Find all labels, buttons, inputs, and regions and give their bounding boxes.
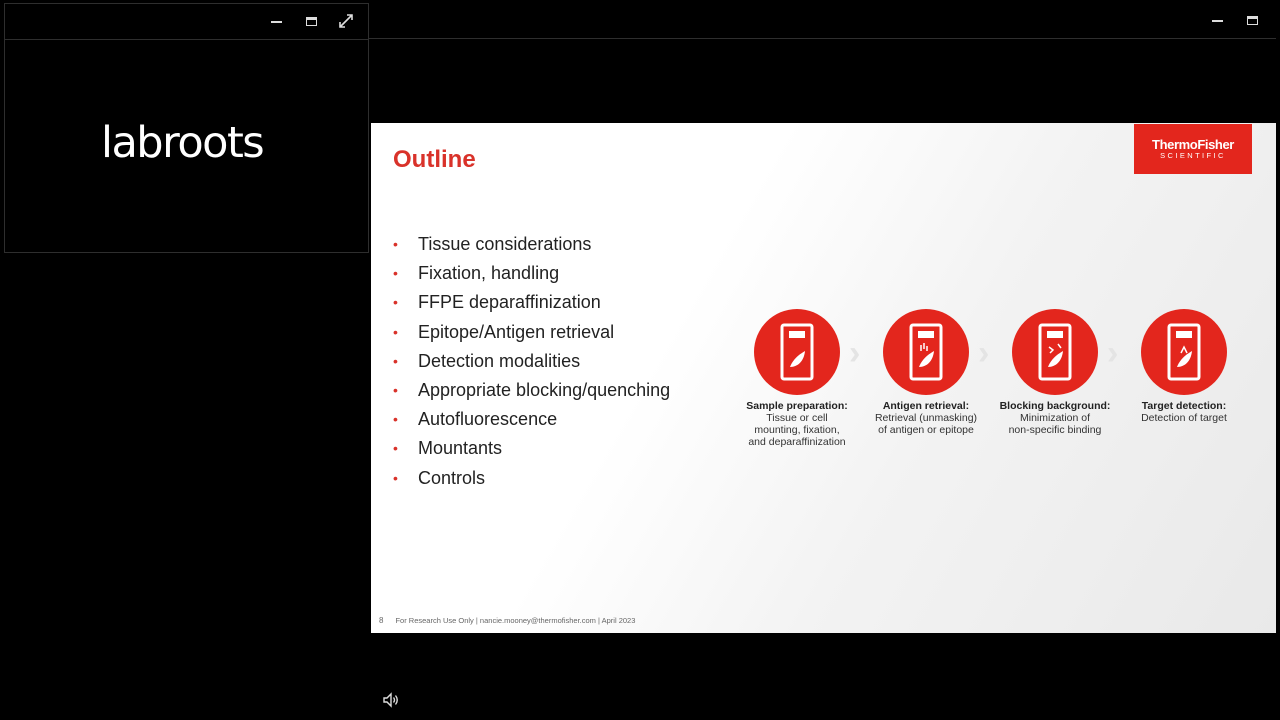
chevron-right-icon: › [978, 334, 990, 372]
bullet-icon: • [393, 440, 398, 457]
minimize-icon[interactable] [268, 13, 284, 29]
list-item: • Controls [393, 465, 670, 494]
slides-panel-titlebar [369, 3, 1276, 39]
list-item: • Appropriate blocking/quenching [393, 377, 670, 406]
expand-icon[interactable] [338, 13, 354, 29]
thermofisher-logo [1134, 124, 1252, 174]
chevron-right-icon: › [1107, 334, 1119, 372]
speaker-icon[interactable] [381, 690, 401, 710]
slide [371, 123, 1276, 633]
workflow-step-sample-preparation: Sample preparation: Tissue or cell mounting, fixation, and deparaffinization [732, 309, 862, 448]
slide-blocking-icon [1012, 309, 1098, 395]
slide-footer [379, 616, 635, 625]
list-item: • Detection modalities [393, 348, 670, 377]
list-item: • Tissue considerations [393, 231, 670, 260]
chevron-right-icon: › [849, 334, 861, 372]
presenter-panel [4, 3, 369, 253]
bullet-icon: • [393, 469, 398, 486]
workflow-step-blocking-background: Blocking background: Minimization of non-specific binding [990, 309, 1120, 436]
bullet-icon: • [393, 352, 398, 369]
bullet-icon: • [393, 294, 398, 311]
bullet-icon: • [393, 323, 398, 340]
slide-detection-icon [1141, 309, 1227, 395]
list-item: • Mountants [393, 435, 670, 464]
list-item: • Fixation, handling [393, 260, 670, 289]
list-item: • Epitope/Antigen retrieval [393, 319, 670, 348]
presenter-panel-titlebar [5, 4, 368, 40]
slide-title: Outline [393, 146, 476, 173]
workflow-step-target-detection: Target detection: Detection of target [1119, 309, 1249, 424]
brand-name: ThermoFisher [1152, 137, 1234, 152]
slide-retrieval-icon [883, 309, 969, 395]
bullet-icon: • [393, 236, 398, 252]
outline-list [393, 231, 670, 494]
page-number: 8 [379, 616, 384, 625]
labroots-logo: labroots [101, 118, 264, 168]
list-item: • FFPE deparaffinization [393, 289, 670, 318]
maximize-icon[interactable] [303, 13, 319, 29]
slide-sample-icon [754, 309, 840, 395]
bullet-icon: • [393, 265, 398, 282]
footer-text: For Research Use Only | nancie.mooney@thermofisher.com | April 2023 [395, 616, 636, 625]
maximize-icon[interactable] [1244, 12, 1260, 28]
bullet-icon: • [393, 381, 398, 398]
bullet-icon: • [393, 411, 398, 428]
brand-subtitle: SCIENTIFIC [1160, 151, 1226, 160]
minimize-icon[interactable] [1209, 12, 1225, 28]
list-item: • Autofluorescence [393, 406, 670, 435]
workflow-step-antigen-retrieval: Antigen retrieval: Retrieval (unmasking) of antigen or epitope [861, 309, 991, 436]
